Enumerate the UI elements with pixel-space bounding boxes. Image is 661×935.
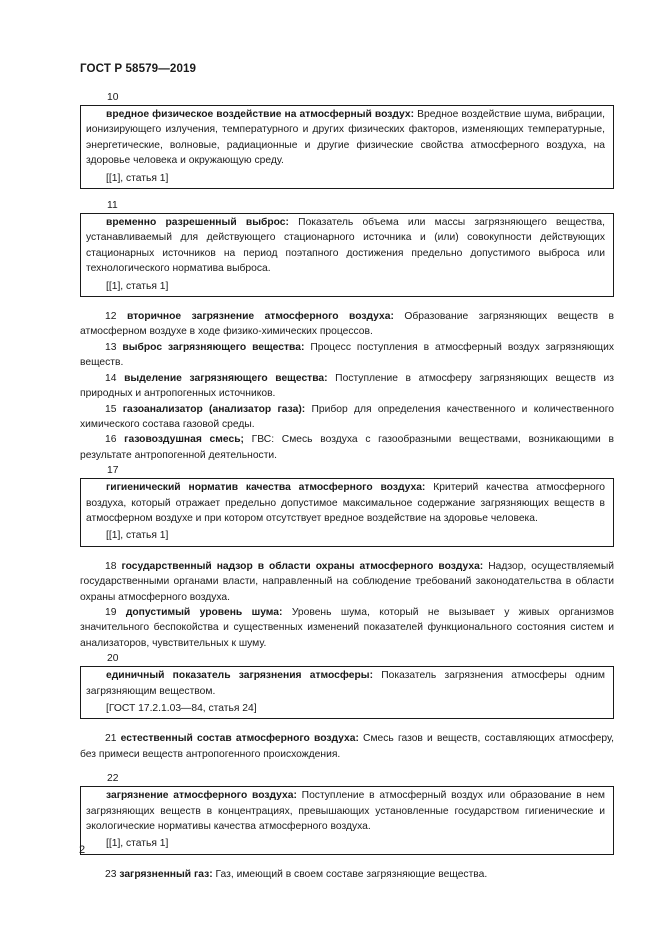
term-number: 17 <box>107 465 119 477</box>
term-box <box>80 786 614 855</box>
term-definition: ГВС: Смесь воздуха с газообразными веществами, возникающими в результате антропогенной деятельности. <box>80 434 614 461</box>
term-name: гигиенический норматив качества атмосферного воздуха: <box>106 482 426 494</box>
term-definition: Вредное воздействие шума, вибрации, ионизирующего излучения, температурного и других физических факторов, изменяющих температурные, энергетические, волновые, радиационные и другие физические свойства атмосферного воздуха, на здоровье человека и окружающую среду. <box>86 109 605 167</box>
term-entry-13 <box>80 340 614 371</box>
term-name: выделение загрязняющего вещества: <box>124 372 328 384</box>
document-header: ГОСТ Р 58579—2019 <box>80 62 197 75</box>
term-entry-11 <box>80 198 614 297</box>
term-entry-12 <box>80 309 614 340</box>
term-number: 22 <box>107 773 119 785</box>
term-number: 14 <box>105 372 117 384</box>
term-entry-16 <box>80 432 614 463</box>
term-number: 12 <box>105 311 117 323</box>
term-name: единичный показатель загрязнения атмосферы: <box>106 670 374 682</box>
term-definition: Прибор для определения качественного и количественного химического состава газовой среды. <box>80 403 614 430</box>
term-definition: Образование загрязняющих веществ в атмосферном воздухе в ходе физико-химических процессов. <box>80 311 614 338</box>
term-number: 21 <box>105 733 117 745</box>
term-reference: [[1], статья 1] <box>106 280 169 292</box>
term-definition: Газ, имеющий в своем составе загрязняющие вещества. <box>212 868 488 880</box>
terms-content <box>80 90 614 882</box>
term-entry-22 <box>80 771 614 855</box>
term-definition: Показатель объема или массы загрязняющего вещества, устанавливаемый для действующего стационарного источника и (или) совокупности действующих стационарных источников на период поэтапного достижения предельно допустимого выброса или технологического норматива выброса. <box>86 217 605 275</box>
term-entry-10 <box>80 90 614 189</box>
term-name: выброс загрязняющего вещества: <box>122 341 305 353</box>
term-reference: [[1], статья 1] <box>106 530 169 542</box>
term-name: загрязнение атмосферного воздуха: <box>106 790 297 802</box>
term-entry-19 <box>80 605 614 651</box>
term-definition: Показатель загрязнения атмосферы одним загрязняющим веществом. <box>86 670 605 697</box>
term-box <box>80 105 614 189</box>
term-box <box>80 478 614 547</box>
term-definition: Смесь газов и веществ, составляющих атмосферу, без примеси веществ антропогенного происхождения. <box>80 733 614 760</box>
term-definition: Процесс поступления в атмосферный воздух загрязняющих веществ. <box>80 341 614 369</box>
term-entry-14 <box>80 371 614 402</box>
term-definition: Поступление в атмосферу загрязняющих веществ из природных и антропогенных источников. <box>80 372 614 400</box>
term-entry-23 <box>80 867 614 882</box>
page-number: 2 <box>79 844 86 856</box>
term-name: временно разрешенный выброс: <box>106 217 289 229</box>
term-name: допустимый уровень шума: <box>125 606 283 618</box>
term-reference: [[1], статья 1] <box>106 838 169 850</box>
term-entry-21 <box>80 731 614 762</box>
term-entry-15 <box>80 402 614 433</box>
term-name: вредное физическое воздействие на атмосферный воздух: <box>106 109 415 120</box>
term-definition: Поступление в атмосферный воздух или образование в нем загрязняющих веществ в концентрациях, превышающих установленные государством гигиенические и экологические нормативы качества атмосферного воздуха. <box>86 790 605 833</box>
term-name: газоанализатор (анализатор газа): <box>122 403 306 415</box>
term-name: загрязненный газ: <box>119 868 213 880</box>
term-reference: [ГОСТ 17.2.1.03—84, статья 24] <box>106 703 257 714</box>
term-name: газовоздушная смесь; <box>124 434 244 446</box>
term-reference: [[1], статья 1] <box>106 172 169 184</box>
term-definition: Надзор, осуществляемый государственными органами власти, направленный на соблюдение требований законодательства в области охраны атмосферного воздуха. <box>80 560 614 603</box>
term-number: 13 <box>105 341 117 353</box>
term-box <box>80 666 614 719</box>
term-name: естественный состав атмосферного воздуха: <box>120 733 359 745</box>
term-definition: Критерий качества атмосферного воздуха, который отражает предельно допустимое максимальное содержание загрязняющих веществ в атмосферном воздухе и при котором отсутствует вредное воздействие на здоровье человека. <box>86 482 606 524</box>
term-number: 18 <box>105 560 117 572</box>
term-number: 11 <box>107 200 118 212</box>
term-number: 23 <box>105 868 117 880</box>
term-entry-17 <box>80 463 614 547</box>
term-entry-18 <box>80 559 614 605</box>
term-number: 20 <box>107 653 119 665</box>
term-definition: Уровень шума, который не вызывает у живых организмов значительного беспокойства и существенных изменений показателей функционального состояния систем и анализаторов, чувствительных к шуму. <box>80 606 614 649</box>
term-name: вторичное загрязнение атмосферного воздуха: <box>126 311 394 323</box>
term-number: 10 <box>107 92 119 103</box>
term-box <box>80 213 614 297</box>
term-entry-20 <box>80 651 614 719</box>
term-name: государственный надзор в области охраны атмосферного воздуха: <box>121 560 484 572</box>
term-number: 19 <box>105 606 117 618</box>
term-number: 16 <box>105 434 117 446</box>
term-number: 15 <box>105 403 117 415</box>
